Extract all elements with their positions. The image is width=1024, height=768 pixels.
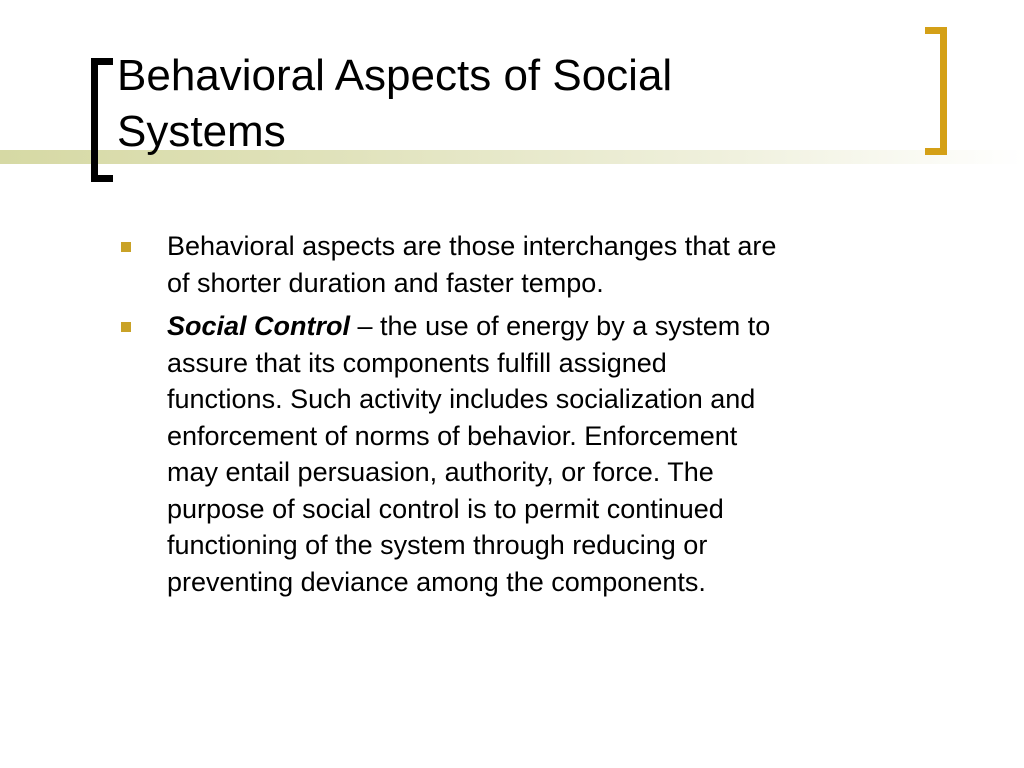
- bullet-item-behavioral-aspects: [118, 228, 948, 301]
- bullet-text-line: Behavioral aspects are those interchanges that are: [167, 231, 777, 261]
- slide-title-line-1: Behavioral Aspects of Social: [117, 51, 673, 100]
- square-bullet-icon: [121, 242, 131, 252]
- bullet-text-line: functions. Such activity includes socialization and: [167, 384, 756, 414]
- left-bracket-decoration: [91, 58, 113, 182]
- bullet-text-line: may entail persuasion, authority, or force. The: [167, 457, 714, 487]
- slide-title: [117, 48, 907, 160]
- bullet-text-fragment: – the use of energy by a system to: [350, 311, 771, 341]
- bullet-text-line: of shorter duration and faster tempo.: [167, 267, 604, 298]
- bullet-text-line: enforcement of norms of behavior. Enforcement: [167, 420, 738, 451]
- bullet-first-line: [167, 308, 948, 345]
- bullet-text-line: purpose of social control is to permit continued: [167, 493, 724, 524]
- bullet-item-social-control: [118, 308, 948, 600]
- right-bracket-decoration: [925, 27, 947, 155]
- bullet-text-line: functioning of the system through reducing or: [167, 530, 708, 560]
- square-bullet-icon: [121, 322, 131, 332]
- bullet-list: [118, 228, 948, 607]
- bullet-text-line: assure that its components fulfill assigned: [167, 347, 667, 378]
- bullet-term: Social Control: [167, 311, 351, 341]
- bullet-text-line: preventing deviance among the components.: [167, 566, 706, 597]
- slide-title-line-2: Systems: [117, 107, 286, 156]
